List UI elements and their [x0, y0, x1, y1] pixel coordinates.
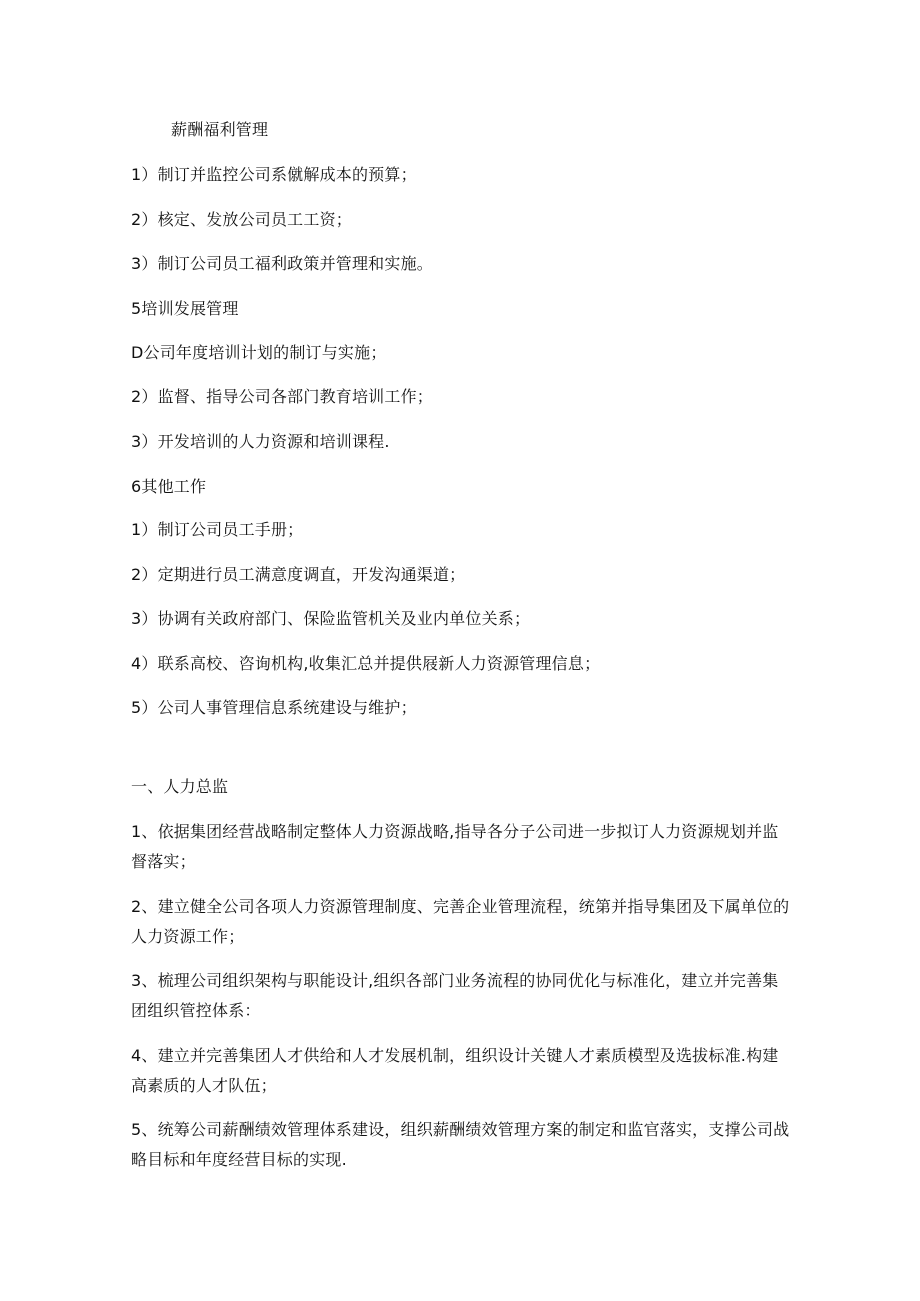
paragraph-item: 3、梳理公司组织架构与职能设计,组织各部门业务流程的协同优化与标准化，建立并完善集团组织管控体系：: [131, 971, 779, 1020]
paragraph-item: 1、依据集团经营战略制定整体人力资源战略,指导各分子公司进一步拟订人力资源规划并监督落实；: [131, 822, 779, 871]
paragraph-item: 4、建立并完善集团人才供给和人才发展机制，组织设计关键人才素质模型及选拔标准.构建高素质的人才队伍；: [131, 1046, 779, 1095]
list-item: 3）制订公司员工福利政策并管理和实施。: [131, 254, 433, 273]
list-item: 4）联系高校、咨询机构,收集汇总并提供屐新人力资源管理信息；: [131, 654, 601, 673]
list-item: 3）协调有关政府部门、保险监管机关及业内单位关系；: [131, 609, 531, 628]
list-item: 2）核定、发放公司员工工资；: [131, 210, 352, 229]
list-item: 2）定期进行员工满意度调直，开发沟通渠道；: [131, 565, 466, 584]
list-item: 1）制订公司员工手册；: [131, 520, 304, 539]
list-item: 5）公司人事管理信息系统建设与维护；: [131, 698, 417, 717]
paragraph-item: 5、统筹公司薪酬绩效管理体系建设，组织薪酬绩效管理方案的制定和监官落实，支撑公司战略目标和年度经营目标的实现.: [131, 1120, 790, 1169]
section-heading-hr-director: 一、人力总监: [131, 777, 229, 796]
list-item: 1）制订并监控公司系僦解成本的预算；: [131, 165, 417, 184]
paragraph-item: 2、建立健全公司各项人力资源管理制度、完善企业管理流程，统第并指导集团及下属单位的人力资源工作；: [131, 897, 790, 946]
section-heading-other: 6其他工作: [131, 477, 207, 496]
list-item: D公司年度培训计划的制订与实施；: [131, 343, 387, 362]
list-item: 2）监督、指导公司各部门教育培训工作；: [131, 387, 433, 406]
section-heading-compensation: 薪酬福利管理: [171, 120, 269, 139]
list-item: 3）开发培训的人力资源和培训课程.: [131, 432, 390, 451]
section-heading-training: 5培训发展管理: [131, 299, 239, 318]
